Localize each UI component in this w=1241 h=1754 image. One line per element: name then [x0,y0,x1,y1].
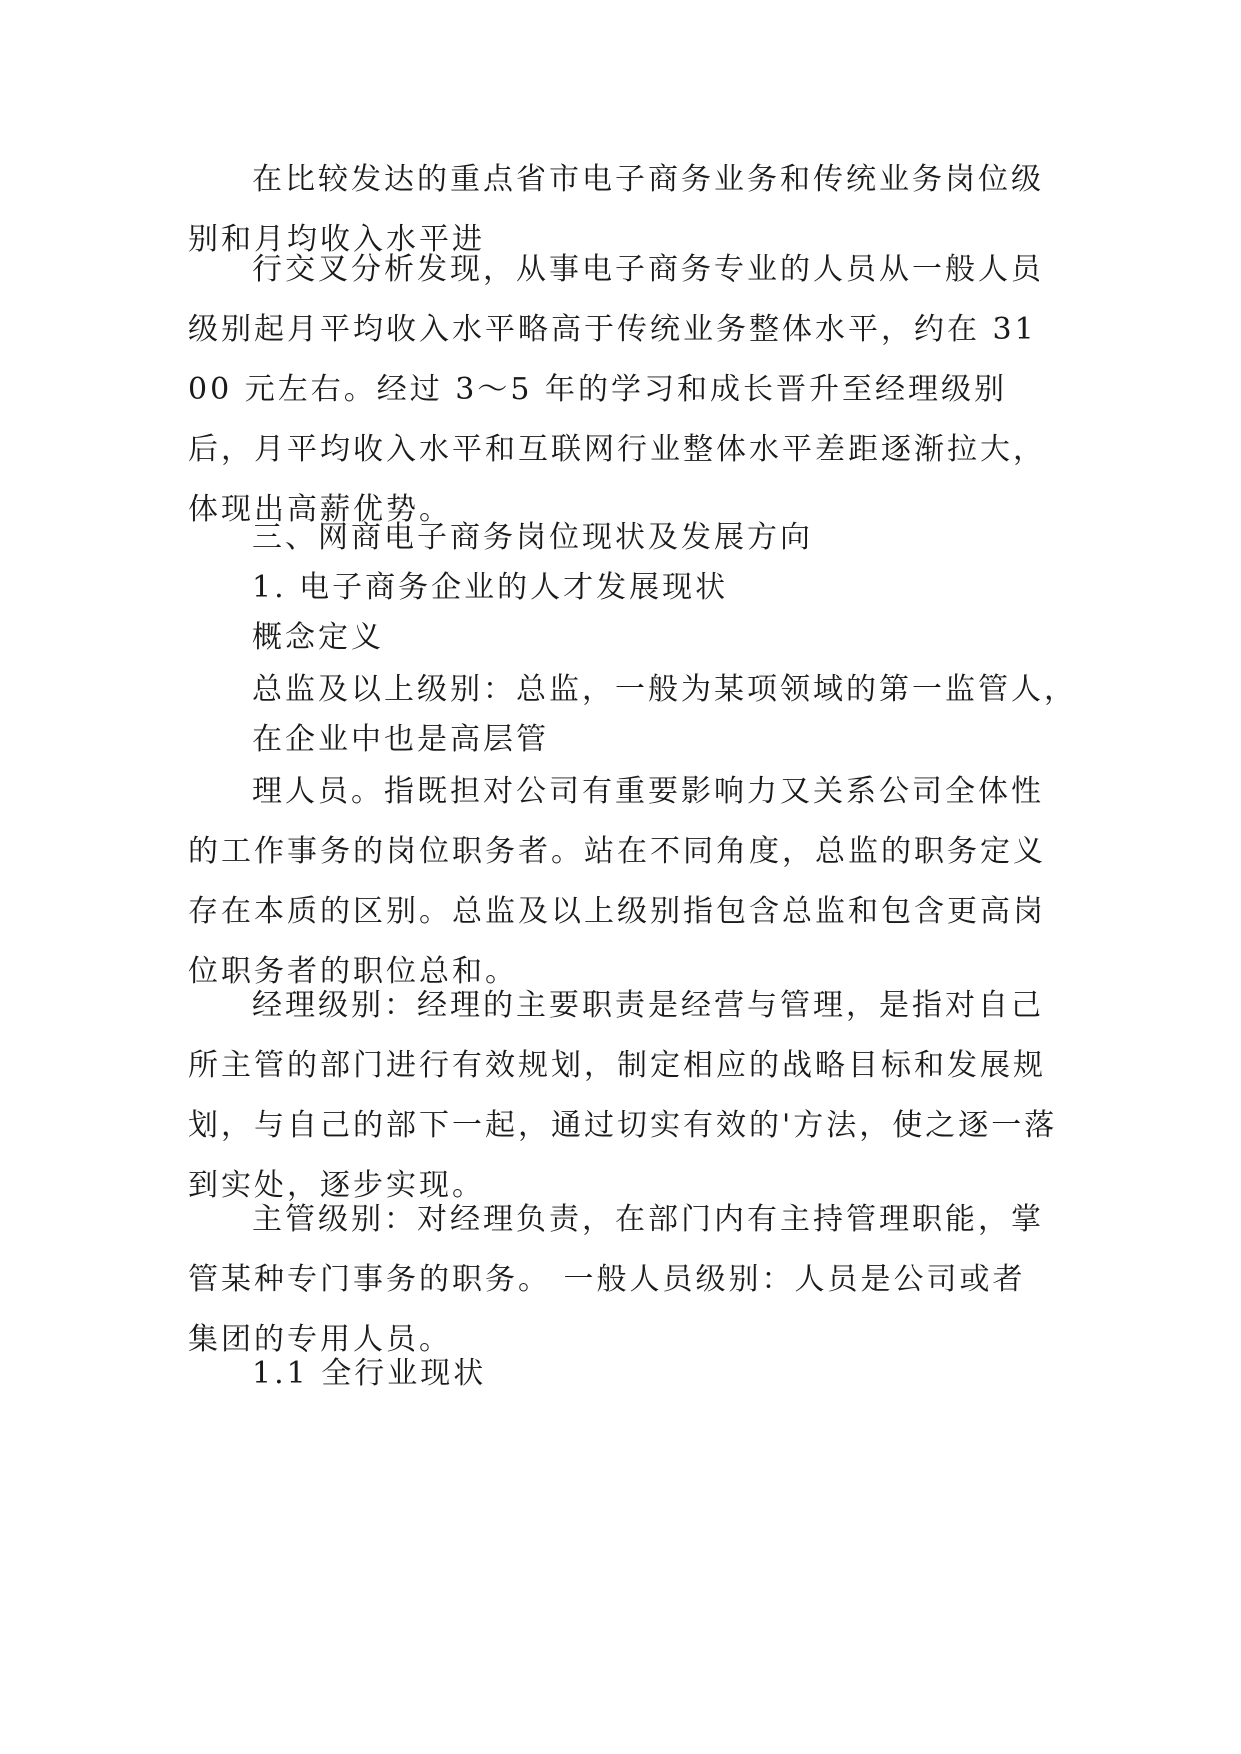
paragraph-manager-definition: 经理级别：经理的主要职责是经营与管理，是指对自己所主管的部门进行有效规划，制定相应的战略目标和发展规划，与自己的部下一起，通过切实有效的'方法，使之逐一落到实处，逐步实现。 [188,988,1058,1203]
paragraph-director-continued: 在企业中也是高层管 [252,722,549,757]
paragraph-director-details: 理人员。指既担对公司有重要影响力又关系公司全体性的工作事务的岗位职务者。站在不同角度，总监的职务定义存在本质的区别。总监及以上级别指包含总监和包含更高岗位职务者的职位总和。 [188,774,1046,989]
concept-definition-heading: 概念定义 [252,620,384,655]
paragraph-director-definition: 总监及以上级别：总监，一般为某项领域的第一监管人， [252,672,1077,707]
paragraph-salary-intro: 在比较发达的重点省市电子商务业务和传统业务岗位级别和月均收入水平进 [188,162,1044,257]
paragraph-salary-analysis: 行交叉分析发现，从事电子商务专业的人员从一般人员级别起月平均收入水平略高于传统业务整体水平，约在 3100 元左右。经过 3～5 年的学习和成长晋升至经理级别后，月平均收入水平和互联网行业整体水平差距逐渐拉大，体现出高薪优势。 [188,252,1046,527]
subsection-heading-1-1: 1.1 全行业现状 [252,1356,487,1391]
subsection-heading-1: 1. 电子商务企业的人才发展现状 [252,570,729,605]
paragraph-supervisor-definition: 主管级别：对经理负责，在部门内有主持管理职能，掌管某种专门事务的职务。 一般人员级别：人员是公司或者集团的专用人员。 [188,1202,1044,1357]
section-heading-3: 三、网商电子商务岗位现状及发展方向 [252,520,813,555]
